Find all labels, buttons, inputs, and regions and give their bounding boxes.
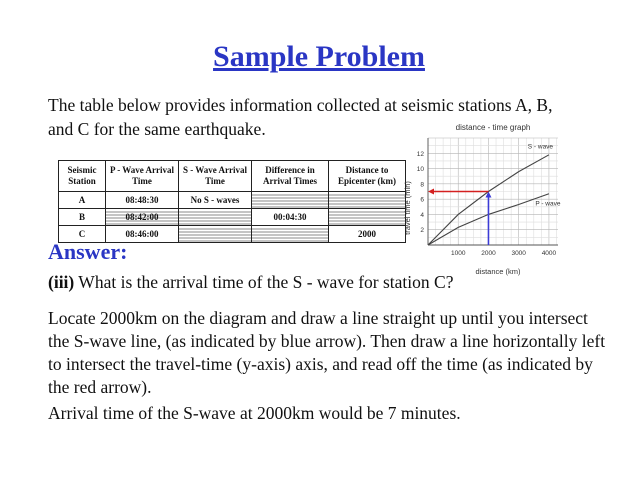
y-tick-label: 10 [416,166,424,174]
x-tick-label: 3000 [511,250,526,257]
instructions: Locate 2000km on the diagram and draw a line straight up until you intersect the S-wave line, (as indicated by blue arrow). Then draw a line horizontally left to intersect the travel-time (y-axis) axis, and read off the time (as indicated by the red arrow). [48,308,606,397]
y-tick-label: 12 [416,150,424,158]
cell-difference [252,226,329,243]
x-tick-label: 4000 [541,250,557,257]
x-tick-label: 1000 [450,250,466,257]
s-wave-label: S - wave [527,143,554,151]
p-wave-label: P - wave [535,200,561,208]
table-row [59,192,406,209]
seismic-data-table [58,160,406,243]
col-header-difference: Difference in Arrival Times [252,161,329,192]
cell-station: A [59,192,106,209]
cell-p-wave: 08:48:30 [106,192,179,209]
cell-distance [329,209,406,226]
blue-arrow-head [485,192,491,198]
cell-s-wave [179,226,252,243]
answer-heading: Answer: [48,239,128,264]
cell-s-wave: No S - waves [179,192,252,209]
cell-distance [329,192,406,209]
table-header-row [59,161,406,192]
graph-title: distance - time graph [455,123,531,132]
page-title: Sample Problem [213,40,425,73]
graph-x-axis-label: distance (km) [475,267,521,276]
cell-difference: 00:04:30 [252,209,329,226]
table-row [59,209,406,226]
cell-p-wave: 08:42:00 [106,209,179,226]
question [48,271,608,294]
cell-difference [252,192,329,209]
question-number: (iii) [48,272,75,292]
cell-station: C [59,226,106,243]
col-header-distance: Distance to Epicenter (km) [329,161,406,192]
question-text: What is the arrival time of the S - wave for station C? [74,272,454,292]
distance-time-graph [398,120,568,280]
intro-text: The table below provides information collected at seismic stations A, B, and C for the same earthquake. [48,95,553,139]
cell-station: B [59,209,106,226]
y-tick-label: 4 [420,211,424,219]
y-tick-label: 8 [420,181,424,189]
col-header-station: Seismic Station [59,161,106,192]
conclusion: Arrival time of the S-wave at 2000km would be 7 minutes. [48,403,461,423]
col-header-s-wave: S - Wave Arrival Time [179,161,252,192]
x-tick-label: 2000 [481,250,496,257]
y-tick-label: 2 [420,227,424,235]
red-arrow-head [428,189,434,195]
graph-y-axis-label: travel time (min) [403,181,412,235]
col-header-p-wave: P - Wave Arrival Time [106,161,179,192]
cell-distance: 2000 [329,226,406,243]
y-tick-label: 6 [420,196,424,204]
cell-p-wave: 08:46:00 [106,226,179,243]
cell-s-wave [179,209,252,226]
